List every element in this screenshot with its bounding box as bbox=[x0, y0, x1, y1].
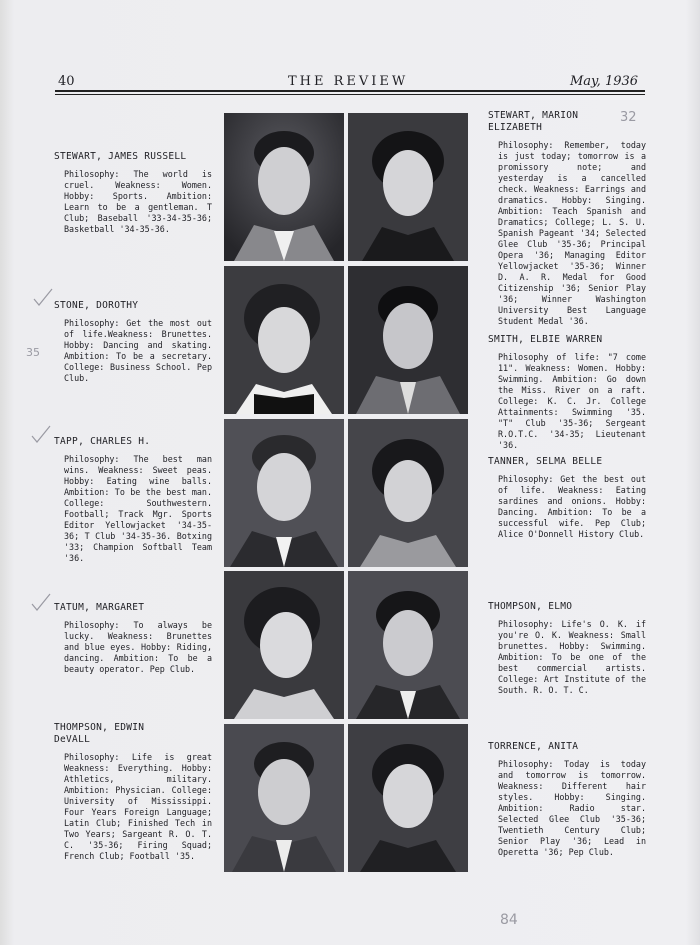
portrait-photo bbox=[224, 113, 344, 261]
student-entry bbox=[54, 151, 214, 235]
page-date: May, 1936 bbox=[570, 74, 639, 89]
student-name: STEWART, MARION ELIZABETH bbox=[488, 110, 579, 133]
margin-note-left: 35 bbox=[26, 346, 40, 359]
pencil-check-icon bbox=[30, 592, 52, 612]
student-bio: Philosophy: Life's O. K. if you're O. K. Weakness: Small brunettes. Hobby: Swimming. Ambition: To be one of the best commercial artists. College: Art Institute of the South. R. O. T. C. bbox=[498, 619, 646, 695]
student-name: SMITH, ELBIE WARREN bbox=[488, 334, 603, 345]
student-bio: Philosophy: Get the best out of life. Weakness: Eating sardines and onions. Hobby: Dancing. Ambition: To be a successful wife. Pep Club; Alice O'Donnell History Club. bbox=[498, 474, 646, 539]
student-name: THOMPSON, EDWIN DeVALL bbox=[54, 722, 145, 745]
portrait-photo bbox=[348, 724, 468, 872]
margin-note-top: 32 bbox=[620, 110, 637, 125]
portrait-photo bbox=[348, 419, 468, 567]
margin-note-bottom: 84 bbox=[500, 912, 518, 928]
student-bio: Philosophy: Life is great Weakness: Everything. Hobby: Athletics, military. Ambition: Physician. College: University of Mississippi. Four Years Foreign Language; Latin Club; Finished Tech in Two Years; Sargeant R. O. T. C. '35-36; Firing Squad; French Club; Football '35. bbox=[64, 752, 212, 861]
portrait-photo bbox=[348, 266, 468, 414]
student-entry bbox=[488, 456, 648, 540]
student-name: TAPP, CHARLES H. bbox=[54, 436, 151, 447]
student-bio: Philosophy: To always be lucky. Weakness: Brunettes and blue eyes. Hobby: Riding, dancing. Ambition: To be a beauty operator. Pep Club. bbox=[64, 620, 212, 674]
portrait-photo bbox=[224, 724, 344, 872]
student-bio: Philosophy: Get the most out of life.Weakness: Brunettes. Hobby: Dancing and skating. Ambition: To be a secretary. College: Business School. Pep Club. bbox=[64, 318, 212, 383]
student-bio: Philosophy: Remember, today is just today; tomorrow is a promissory note; and yesterday is a cancelled check. Weakness: Earrings and dramatics. Hobby: Singing. Ambition: Teach Spanish and Dramatics; College; L. S. U. Spanish Pageant '34; Selected Glee Club '35-36; Principal Opera '36; Managing Editor Yellowjacket '35-36; Winner D. A. R. Medal for Good Citizenship '36; Senior Play '36; Winner Washington University Best Language Student Medal '36. bbox=[498, 140, 646, 326]
student-entry bbox=[54, 722, 214, 862]
portrait-photo bbox=[224, 266, 344, 414]
student-entry bbox=[488, 110, 648, 327]
student-name: TORRENCE, ANITA bbox=[488, 741, 579, 752]
student-entry bbox=[488, 601, 648, 696]
header-rule-thin bbox=[55, 94, 645, 95]
portrait-photo bbox=[348, 113, 468, 261]
portrait-photo bbox=[224, 571, 344, 719]
pencil-check-icon bbox=[32, 287, 54, 307]
student-name: TATUM, MARGARET bbox=[54, 602, 145, 613]
page-title: THE REVIEW bbox=[288, 74, 409, 89]
student-name: STONE, DOROTHY bbox=[54, 300, 139, 311]
student-bio: Philosophy: The world is cruel. Weakness: Women. Hobby: Sports. Ambition: Learn to be a gentleman. T Club; Baseball '33-34-35-36; Basketball '34-35-36. bbox=[64, 169, 212, 234]
pencil-check-icon bbox=[30, 424, 52, 444]
page-number: 40 bbox=[58, 74, 75, 89]
student-entry bbox=[488, 741, 648, 858]
portrait-photo bbox=[224, 419, 344, 567]
header-rule bbox=[55, 90, 645, 92]
student-entry bbox=[54, 602, 214, 675]
student-entry bbox=[54, 436, 214, 564]
student-name: STEWART, JAMES RUSSELL bbox=[54, 151, 187, 162]
student-bio: Philosophy of life: "7 come 11". Weakness: Women. Hobby: Swimming. Ambition: Go down the Miss. River on a raft. College: K. C. Jr. College Attainments: Swimming '35. "T" Club '35-36; Sergeant R.O.T.C. '34-35; Lieutenant '36. bbox=[498, 352, 646, 450]
portrait-photo bbox=[348, 571, 468, 719]
student-entry bbox=[488, 334, 648, 451]
student-name: TANNER, SELMA BELLE bbox=[488, 456, 603, 467]
student-name: THOMPSON, ELMO bbox=[488, 601, 573, 612]
student-bio: Philosophy: Today is today and tomorrow is tomorrow. Weakness: Different hair styles. Hobby: Singing. Ambition: Radio star. Selected Glee Club '35-36; Twentieth Century Club; Senior Play '36; Lead in Operetta '36; Pep Club. bbox=[498, 759, 646, 857]
student-bio: Philosophy: The best man wins. Weakness: Sweet peas. Hobby: Eating wine balls. Ambition: To be the best man. College: Southwestern. Football; Track Mgr. Sports Editor Yellowjacket '34-35-36; T Club '34-35-36. Botxing '33; Champion Softball Team '36. bbox=[64, 454, 212, 563]
student-entry bbox=[54, 300, 214, 384]
